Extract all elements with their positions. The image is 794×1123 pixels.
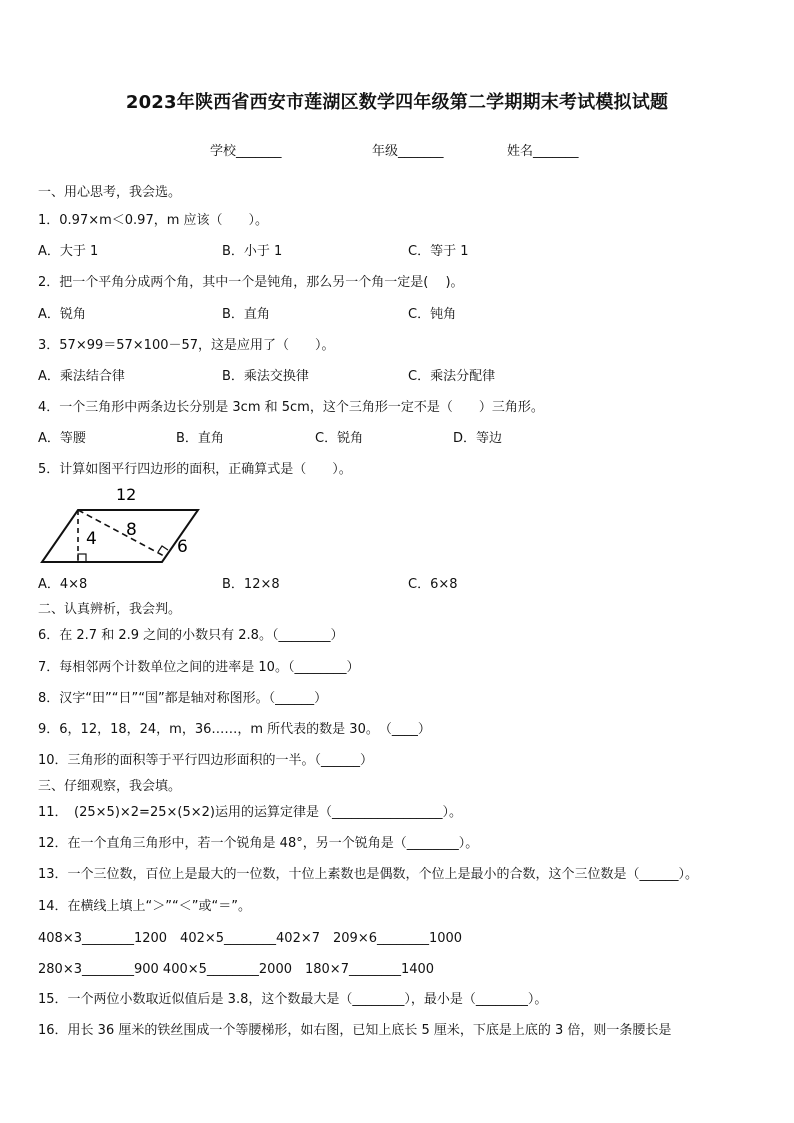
q5-option-c: C．6×8 <box>408 577 458 592</box>
q5-option-a: A．4×8 <box>38 577 88 592</box>
q2-option-a: A．锐角 <box>38 307 86 322</box>
question-4: 4．一个三角形中两条边长分别是 3cm 和 5cm，这个三角形一定不是（ ）三角形。 <box>38 400 544 415</box>
question-10: 10．三角形的面积等于平行四边形面积的一半。（______） <box>38 753 374 768</box>
parallelogram-shape <box>42 510 198 562</box>
question-9: 9．6，12，18，24，m，36……，m 所代表的数是 30。 （____） <box>38 722 431 737</box>
q4-option-b: B．直角 <box>176 431 224 446</box>
question-13: 13．一个三位数，百位上是最大的一位数，十位上素数也是偶数，个位上是最小的合数，这个三位数是（______）。 <box>38 867 699 882</box>
parallelogram-figure <box>36 482 206 568</box>
q4-option-a: A．等腰 <box>38 431 86 446</box>
section-heading-1: 一、用心思考，我会选。 <box>38 185 182 200</box>
q4-option-d: D．等边 <box>453 431 503 446</box>
q1-option-b: B．小于 1 <box>222 244 283 259</box>
q2-option-b: B．直角 <box>222 307 270 322</box>
q3-option-c: C．乘法分配律 <box>408 369 496 384</box>
question-12: 12．在一个直角三角形中，若一个锐角是 48°，另一个锐角是（________）。 <box>38 836 479 851</box>
q2-option-c: C．钝角 <box>408 307 457 322</box>
label-side: 6 <box>177 537 188 557</box>
right-angle-mark-2 <box>158 546 168 552</box>
page-title: 2023年陕西省西安市莲湖区数学四年级第二学期期末考试模拟试题 <box>125 92 669 113</box>
q14-row-2: 280×3________900 400×5________2000 180×7________1400 <box>38 962 435 977</box>
label-height: 4 <box>86 529 97 549</box>
right-angle-mark <box>78 554 86 562</box>
question-3: 3．57×99＝57×100－57，这是应用了（ ）。 <box>38 338 335 353</box>
school-field: 学校_______ <box>210 144 282 159</box>
question-11: 11． (25×5)×2=25×(5×2)运用的运算定律是（_________________）。 <box>38 805 462 820</box>
label-top: 12 <box>116 485 137 504</box>
question-15: 15．一个两位小数取近似值后是 3.8，这个数最大是（________），最小是（________）。 <box>38 992 548 1007</box>
q1-option-c: C．等于 1 <box>408 244 469 259</box>
section-heading-3: 三、仔细观察，我会填。 <box>38 779 182 794</box>
name-field: 姓名_______ <box>507 144 579 159</box>
grade-field: 年级_______ <box>372 144 444 159</box>
q14-row-1: 408×3________1200 402×5________402×7 209×6________1000 <box>38 931 463 946</box>
q5-option-b: B．12×8 <box>222 577 280 592</box>
q3-option-a: A．乘法结合律 <box>38 369 125 384</box>
question-16: 16．用长 36 厘米的铁丝围成一个等腰梯形，如右图，已知上底长 5 厘米，下底是上底的 3 倍，则一条腰长是 <box>38 1023 672 1038</box>
question-2: 2．把一个平角分成两个角，其中一个是钝角，那么另一个角一定是( )。 <box>38 275 464 290</box>
q4-option-c: C．锐角 <box>315 431 364 446</box>
q3-option-b: B．乘法交换律 <box>222 369 309 384</box>
question-1: 1．0.97×m＜0.97，m 应该（ ）。 <box>38 213 269 228</box>
question-7: 7．每相邻两个计数单位之间的进率是 10。（________） <box>38 660 360 675</box>
question-8: 8．汉字“田”“日”“国”都是轴对称图形。（______） <box>38 691 328 706</box>
q1-option-a: A．大于 1 <box>38 244 99 259</box>
question-5: 5．计算如图平行四边形的面积，正确算式是（ ）。 <box>38 462 352 477</box>
section-heading-2: 二、认真辨析，我会判。 <box>38 602 182 617</box>
question-6: 6．在 2.7 和 2.9 之间的小数只有 2.8。（________） <box>38 628 344 643</box>
label-diagonal: 8 <box>126 520 137 540</box>
question-14: 14．在横线上填上“＞”“＜”或“＝”。 <box>38 899 251 914</box>
